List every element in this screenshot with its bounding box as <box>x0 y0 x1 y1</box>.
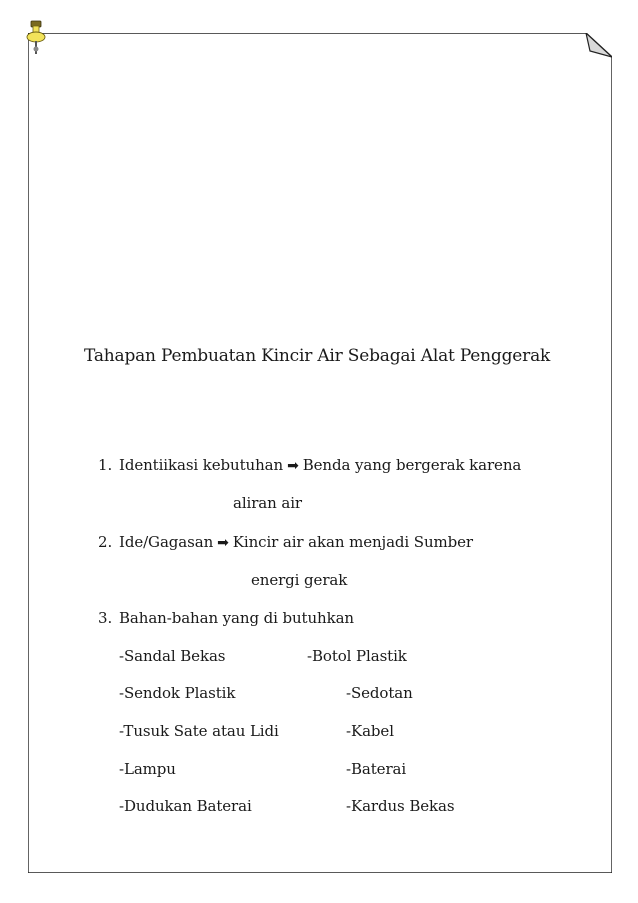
material-right-item: -Kabel <box>346 722 394 740</box>
step-2 <box>98 533 473 551</box>
material-right-item: -Kardus Bekas <box>346 797 455 815</box>
step-3-number: 3. <box>98 609 113 627</box>
material-right-item: -Botol Plastik <box>307 647 407 665</box>
step-2-detail-continued: energi gerak <box>251 571 348 589</box>
step-3-label: Bahan-bahan yang di butuhkan <box>119 609 354 627</box>
page-frame-svg <box>28 33 612 873</box>
step-1-number: 1. <box>98 456 113 474</box>
step-1 <box>98 456 521 474</box>
material-left-item: -Tusuk Sate atau Lidi <box>119 722 279 740</box>
step-1-detail-continued: aliran air <box>233 494 302 512</box>
right-arrow-icon: ➡ <box>287 458 299 474</box>
step-2-number: 2. <box>98 533 113 551</box>
material-right-item: -Sedotan <box>346 684 413 702</box>
right-arrow-icon: ➡ <box>217 535 229 551</box>
page-frame <box>28 33 612 873</box>
step-3 <box>98 609 354 627</box>
material-left-item: -Lampu <box>119 760 176 778</box>
step-1-detail: Benda yang bergerak karena <box>302 456 522 474</box>
material-left-item: -Dudukan Baterai <box>119 797 252 815</box>
material-left-item: -Sendok Plastik <box>119 684 236 702</box>
material-left-item: -Sandal Bekas <box>119 647 226 665</box>
step-1-label: Identiikasi kebutuhan <box>119 456 284 474</box>
step-2-detail: Kincir air akan menjadi Sumber <box>232 533 473 551</box>
push-pin-icon <box>22 20 50 56</box>
document-title: Tahapan Pembuatan Kincir Air Sebagai Alat Penggerak <box>84 346 551 366</box>
step-2-label: Ide/Gagasan <box>119 533 214 551</box>
material-right-item: -Baterai <box>346 760 407 778</box>
